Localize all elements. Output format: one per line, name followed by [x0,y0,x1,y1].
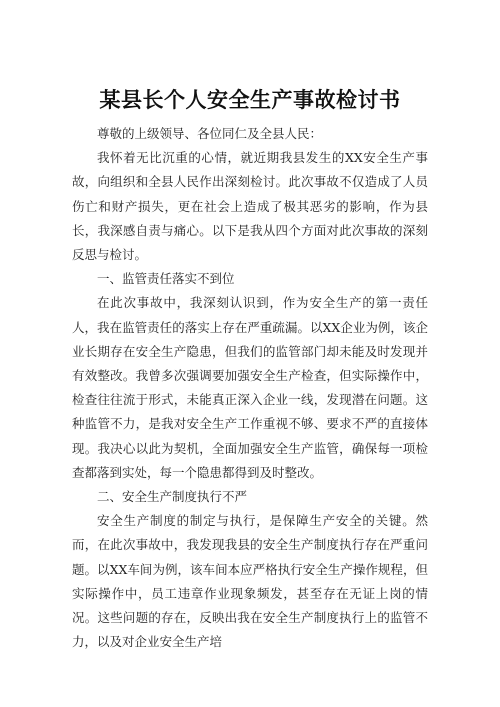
document-body [72,122,428,654]
paragraph-section-1: 在此次事故中，我深刻认识到，作为安全生产的第一责任人，我在监管责任的落实上存在严重疏漏。以XX企业为例，该企业长期存在安全生产隐患，但我们的监管部门却未能及时发现并有效整改。我曾多次强调要加强安全生产检查，但实际操作中，检查往往流于形式，未能真正深入企业一线，发现潜在问题。这种监管不力，是我对安全生产工作重视不够、要求不严的直接体现。我决心以此为契机，全面加强安全生产监管，确保每一项检查都落到实处，每一个隐患都得到及时整改。 [72,295,428,480]
section-heading-1: 一、监管责任落实不到位 [97,271,235,287]
paragraph-section-2: 安全生产制度的制定与执行，是保障生产安全的关键。然而，在此次事故中，我发现我县的安全生产制度执行存在严重问题。以XX车间为例，该车间本应严格执行安全生产操作规程，但实际操作中，员工违章作业现象频发，甚至存在无证上岗的情况。这些问题的存在，反映出我在安全生产制度执行上的监管不力，以及对企业安全生产培 [72,513,428,650]
paragraph-intro: 我怀着无比沉重的心情，就近期我县发生的XX安全生产事故，向组织和全县人民作出深刻检讨。此次事故不仅造成了人员伤亡和财产损失，更在社会上造成了极其恶劣的影响，作为县长，我深感自责与痛心。以下是我从四个方面对此次事故的深刻反思与检讨。 [72,150,428,263]
document-title: 某县长个人安全生产事故检讨书 [99,88,401,112]
section-heading-2: 二、安全生产制度执行不严 [97,489,248,505]
salutation: 尊敬的上级领导、各位同仁及全县人民： [97,126,323,141]
